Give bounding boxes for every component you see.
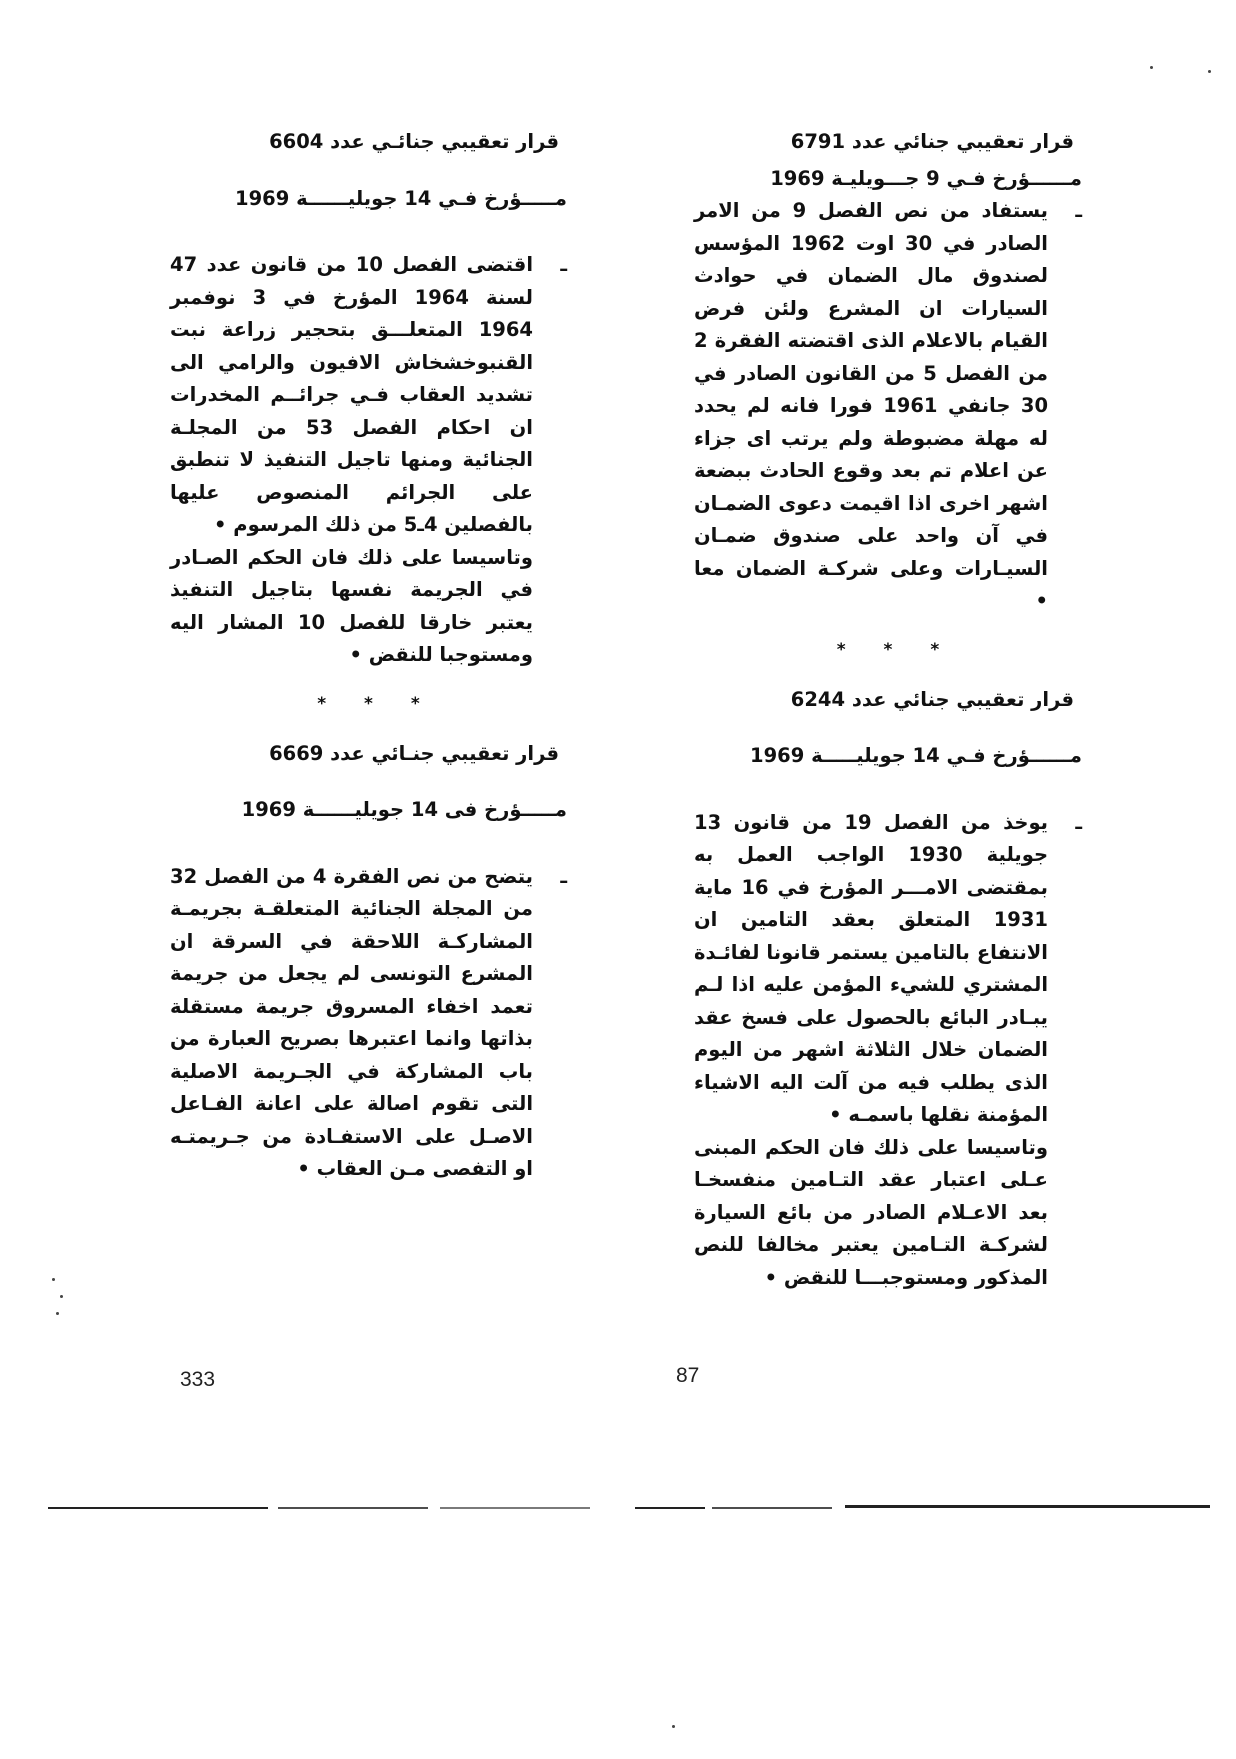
right-column [694, 126, 1082, 1294]
decision-paragraph: وتاسيسا على ذلك فان الحكم الصـادر في الجريمة نفسها بتاجيل التنفيذ يعتبر خارقا للفصل 10 المشار اليه ومستوجبا للنقض • [170, 545, 534, 666]
page-number-center: 87 [676, 1364, 700, 1387]
decision-date: مـــــؤرخ فى 14 جويليــــــة 1969 [241, 798, 567, 821]
scan-rule [278, 1507, 428, 1509]
page-number-left: 333 [180, 1368, 216, 1391]
decision-date: مــــــؤرخ فـي 14 جويليـــــة 1969 [750, 744, 1082, 767]
scan-rule [635, 1507, 705, 1509]
decision-paragraph: يوخذ من الفصل 19 من قانون 13 جويلية 1930 الواجب العمل به بمقتضى الامـــر المؤرخ في 16 ماية 1931 المتعلق بعقد التامين ان الانتفاع بالتامين يستمر قانونا لفائـدة المشتري للشيء المؤمن عليه اذا لـم يبـادر البائع بالحصول على فسخ عقد الضمان خلال الثلاثة اشهر من اليوم الذى يطلب فيه من آلت اليه الاشياء المؤمنة نقلها باسمـه • [694, 810, 1048, 1126]
decision-title: قرار تعقيبي جنائي عدد 6244 [790, 687, 1074, 711]
decision-title: قرار تعقيبي جنـائي عدد 6669 [269, 741, 559, 765]
scan-speck [60, 1295, 63, 1298]
decision-body [694, 195, 1082, 618]
scan-rule [845, 1505, 1210, 1508]
list-dash: ـ [1075, 810, 1082, 834]
decision-title: قرار تعقيبي جنائي عدد 6791 [790, 130, 1074, 153]
decision-paragraph: اقتضى الفصل 10 من قانون عدد 47 لسنة 1964 المؤرخ في 3 نوفمبر 1964 المتعلـــق بتحجير زراعة نبت القنبوخشخاش الافيون والرامي الى تشديد العقاب فـي جرائــم المخدرات ان احكام الفصل 53 من المجلـة الجنائية ومنها تاجيل التنفيذ لا تنطبق على الجرائم المنصوص عليها بالفصلين 4ـ5 من ذلك المرسوم • [170, 253, 534, 536]
scan-rule [440, 1507, 590, 1509]
decision-paragraph: يتضح من نص الفقرة 4 من الفصل 32 من المجلة الجنائية المتعلقـة بجريمـة المشاركـة اللاحقة في السرقة ان المشرع التونسى لم يجعل من جريمة تعمد اخفاء المسروق جريمة مستقلة بذاتها وانما اعتبرها بصريح العبارة من باب المشاركة في الجـريمة الاصلية التى تقوم اصالة على اعانة الفـاعل الاصـل على الاستفـادة من جـريمتـه او التفصى مـن العقاب • [170, 864, 533, 1180]
scan-speck [1150, 66, 1153, 69]
decision-date: مـــــؤرخ فـي 14 جويليــــــة 1969 [235, 186, 567, 210]
decision-title: قرار تعقيبي جنائـي عدد 6604 [269, 130, 559, 153]
decision-paragraph: يستفاد من نص الفصل 9 من الامر الصادر في 30 اوت 1962 المؤسس لصندوق مال الضمان في حوادث السيارات ان المشرع ولئن فرض القيام بالاعلام الذى اقتضته الفقرة 2 من الفصل 5 من القانون الصادر في 30 جانفي 1961 فورا فانه لم يحدد له مهلة مضبوطة ولم يرتب اى جزاء عن اعلام تم بعد وقوع الحادث ببضعة اشهر اخرى اذا اقيمت دعوى الضمـان في آن واحد على صندوق ضمـان السيـارات وعلى شركـة الضمان معا • [694, 199, 1049, 612]
decision-body [170, 249, 567, 672]
scan-speck [52, 1278, 55, 1281]
decision-paragraph: وتاسيسا على ذلك فان الحكم المبنى عـلى اعتبار عقد التـامين منفسخـا بعد الاعـلام الصادر من بائع السيارة لشركـة التـامين يعتبر مخالفا للنص المذكور ومستوجبـــا للنقض • [694, 1135, 1048, 1289]
scan-speck [56, 1312, 59, 1315]
scan-speck [1208, 70, 1211, 73]
list-dash: ـ [1075, 199, 1082, 222]
decision-date: مــــــؤرخ فـي 9 جـــويليـة 1969 [770, 166, 1082, 190]
list-dash: ـ [560, 864, 567, 888]
section-separator: * * * [317, 693, 436, 714]
scan-rule [48, 1507, 268, 1509]
section-separator: * * * [836, 639, 956, 660]
scan-speck [672, 1725, 675, 1728]
scan-rule [712, 1507, 832, 1509]
left-column [170, 126, 567, 1186]
decision-body [694, 807, 1082, 1295]
decision-body [170, 861, 567, 1186]
list-dash: ـ [560, 253, 567, 276]
